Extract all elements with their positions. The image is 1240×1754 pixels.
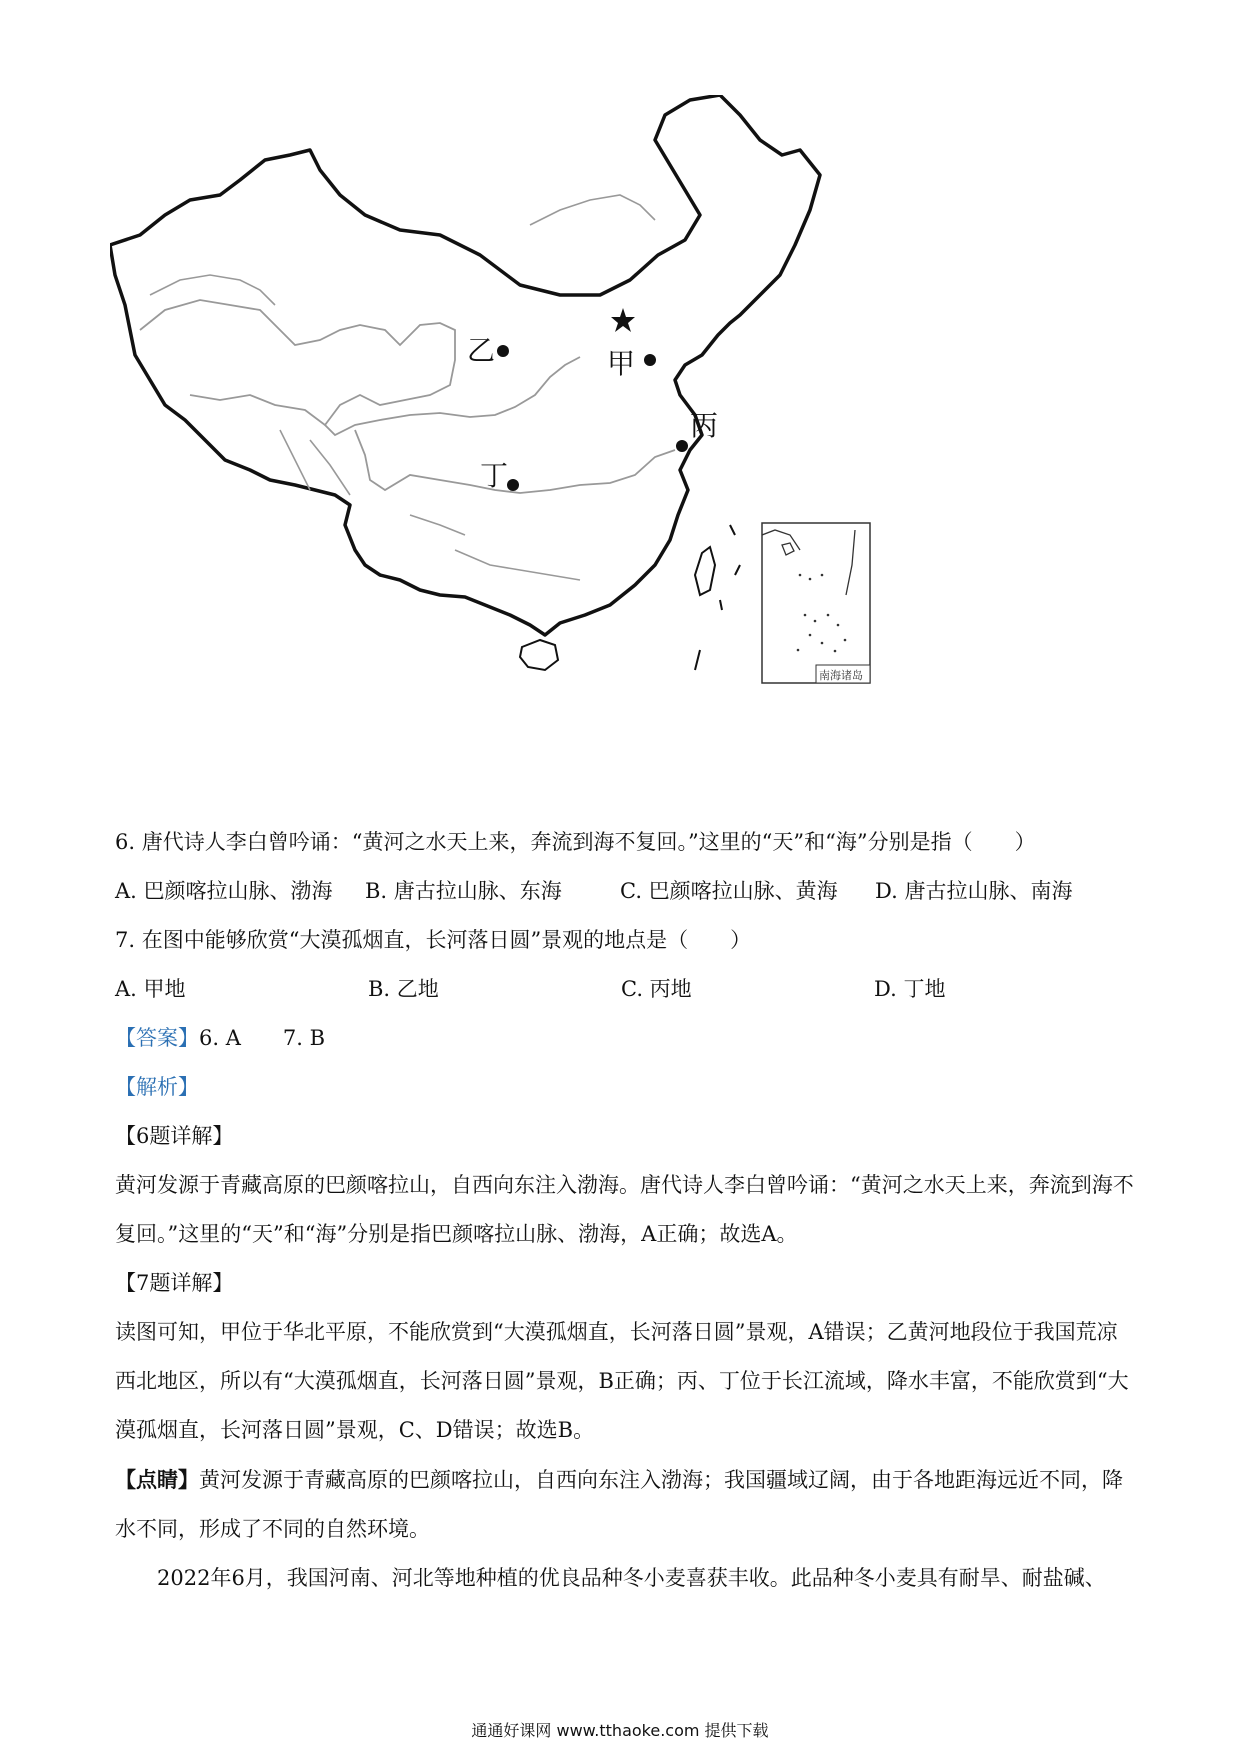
q7-option-b: B. 乙地 bbox=[368, 977, 439, 1001]
question-block bbox=[115, 818, 1139, 1603]
inset-label: 南海诸岛 bbox=[819, 669, 863, 682]
tip-body: 黄河发源于青藏高原的巴颜喀拉山，自西向东注入渤海；我国疆域辽阔，由于各地距海远近不同，降水不同，形成了不同的自然环境。 bbox=[115, 1468, 1123, 1541]
china-map-figure bbox=[110, 95, 990, 780]
detail7-title: 【7题详解】 bbox=[115, 1271, 234, 1295]
label-bing: 丙 bbox=[690, 409, 719, 442]
tip-paragraph bbox=[115, 1455, 1135, 1554]
q6-options bbox=[115, 867, 1135, 916]
answer-line bbox=[115, 1014, 1135, 1063]
label-yi: 乙 bbox=[467, 334, 496, 367]
label-ding: 丁 bbox=[480, 459, 509, 492]
label-jia: 甲 bbox=[607, 347, 636, 380]
q6-stem: 6. 唐代诗人李白曾吟诵：“黄河之水天上来，奔流到海不复回。”这里的“天”和“海”分别是指（ ） bbox=[115, 830, 1036, 854]
point-jia bbox=[644, 354, 656, 366]
next-question-intro: 2022年6月，我国河南、河北等地种植的优良品种冬小麦喜获丰收。此品种冬小麦具有耐旱、耐盐碱、 bbox=[157, 1566, 1106, 1590]
detail6-title: 【6题详解】 bbox=[115, 1124, 234, 1148]
q6-option-c: C. 巴颜喀拉山脉、黄海 bbox=[620, 879, 838, 903]
analysis-line bbox=[115, 1063, 1135, 1112]
q7-stem: 7. 在图中能够欣赏“大漠孤烟直，长河落日圆”景观的地点是（ ） bbox=[115, 928, 752, 952]
taiwan-island bbox=[695, 547, 715, 595]
analysis-label: 【解析】 bbox=[115, 1075, 199, 1099]
q7-options bbox=[115, 965, 1135, 1014]
northeast-river bbox=[530, 195, 655, 225]
point-bing bbox=[676, 440, 688, 452]
q7-option-c: C. 丙地 bbox=[621, 977, 692, 1001]
point-ding bbox=[507, 479, 519, 491]
q6-option-a: A. 巴颜喀拉山脉、渤海 bbox=[115, 879, 333, 903]
detail7-body: 读图可知，甲位于华北平原，不能欣赏到“大漠孤烟直，长河落日圆”景观，A错误；乙黄河地段位于我国荒凉 西北地区，所以有“大漠孤烟直，长河落日圆”景观，B正确；丙、丁位于长江流域，降水丰富，不能欣赏到“大漠孤烟直，长河落日圆”景观，C、D错误；故选B。 bbox=[115, 1320, 1139, 1442]
point-yi bbox=[497, 345, 509, 357]
detail6-body: 黄河发源于青藏高原的巴颜喀拉山，自西向东注入渤海。唐代诗人李白曾吟诵：“黄河之水天上来，奔流到海不复回。”这里的“天”和“海”分别是指巴颜喀拉山脉、渤海，A正确；故选A。 bbox=[115, 1173, 1134, 1246]
q7-option-d: D. 丁地 bbox=[874, 977, 946, 1001]
q6-option-d: D. 唐古拉山脉、南海 bbox=[875, 879, 1073, 903]
china-map-svg bbox=[110, 95, 990, 780]
q6-option-b: B. 唐古拉山脉、东海 bbox=[365, 879, 562, 903]
page-footer: 通通好课网 www.tthaoke.com 提供下载 bbox=[471, 1721, 769, 1740]
answer-label: 【答案】 bbox=[115, 1026, 199, 1050]
coast-marks bbox=[695, 525, 740, 670]
answer-text: 6. A 7. B bbox=[199, 1026, 326, 1050]
hainan-island bbox=[520, 640, 558, 670]
q7-option-a: A. 甲地 bbox=[115, 977, 186, 1001]
tip-label: 【点睛】 bbox=[115, 1467, 199, 1492]
